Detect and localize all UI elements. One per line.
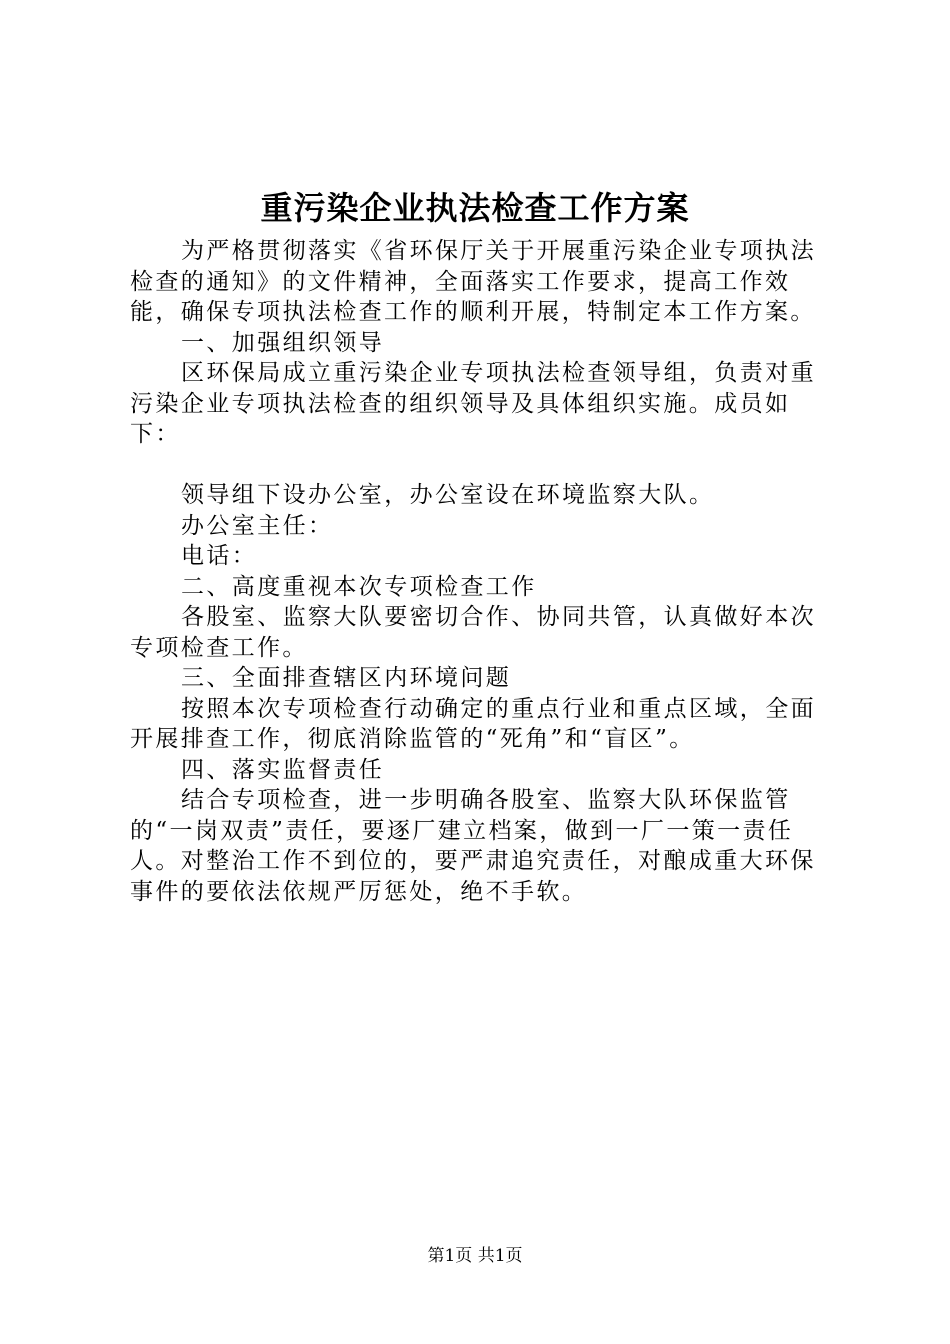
office-paragraph: 领导组下设办公室，办公室设在环境监察大队。: [181, 482, 715, 508]
document-body: [130, 236, 830, 907]
phone-line: 电话：: [181, 543, 258, 569]
section-heading-4: 四、落实监督责任: [181, 756, 385, 783]
section-heading-2: 二、高度重视本次专项检查工作: [181, 573, 537, 600]
section-heading-1: 一、加强组织领导: [181, 329, 385, 356]
section-3-paragraph: 按照本次专项检查行动确定的重点行业和重点区域，全面开展排查工作，彻底消除监管的“死角”和“盲区”。: [130, 695, 816, 752]
section-heading-3: 三、全面排查辖区内环境问题: [181, 665, 512, 691]
office-director-line: 办公室主任：: [181, 512, 334, 539]
section-1-paragraph: 区环保局成立重污染企业专项执法检查领导组，负责对重污染企业专项执法检查的组织领导及具体组织实施。成员如下：: [130, 360, 816, 447]
section-2-paragraph: 各股室、监察大队要密切合作、协同共管，认真做好本次专项检查工作。: [130, 604, 816, 661]
blank-line: [130, 450, 830, 481]
document-title: 重污染企业执法检查工作方案: [260, 189, 690, 227]
page-footer: 第1页 共1页: [427, 1246, 523, 1266]
intro-paragraph: 为严格贯彻落实《省环保厅关于开展重污染企业专项执法检查的通知》的文件精神，全面落实工作要求，提高工作效能，确保专项执法检查工作的顺利开展，特制定本工作方案。: [130, 238, 816, 325]
section-4-paragraph: 结合专项检查，进一步明确各股室、监察大队环保监管的“一岗双责”责任，要逐厂建立档案，做到一厂一策一责任人。对整治工作不到位的，要严肃追究责任，对酿成重大环保事件的要依法依规严厉惩处，绝不手软。: [130, 787, 816, 905]
